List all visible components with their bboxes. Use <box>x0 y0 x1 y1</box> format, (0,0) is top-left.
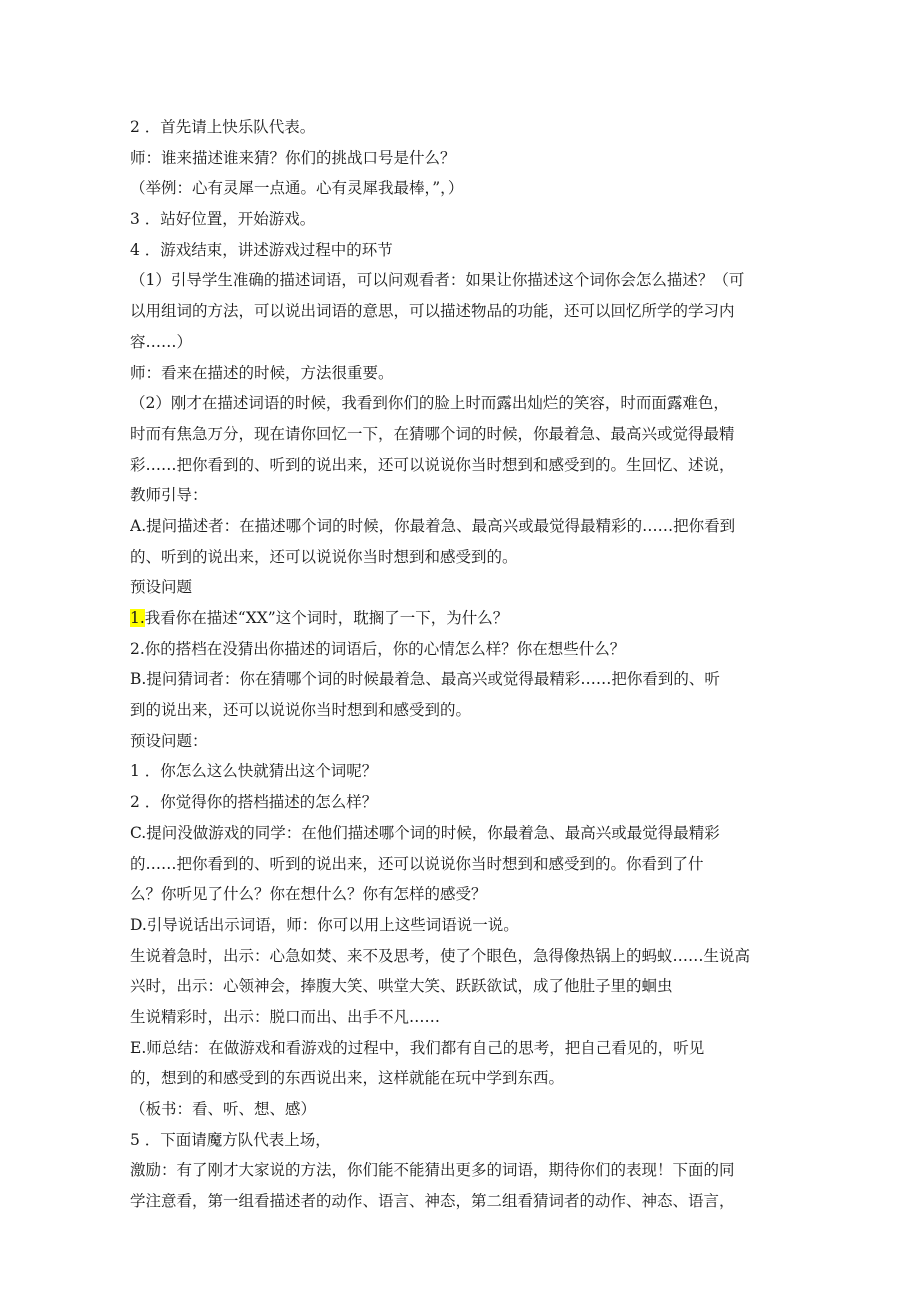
text-line-highlighted <box>130 603 790 634</box>
text-line: （2）刚才在描述词语的时候，我看到你们的脸上时而露出灿烂的笑容，时而面露难色， <box>130 394 729 413</box>
text-line: 预设问题： <box>130 731 208 750</box>
text-line: 4 ．游戏结束，讲述游戏过程中的环节 <box>130 240 393 259</box>
text-line: 容……） <box>130 332 193 351</box>
text-line: A.提问描述者：在描述哪个词的时候，你最着急、最高兴或最觉得最精彩的……把你看到 <box>130 516 736 535</box>
text-line: 激励：有了刚才大家说的方法，你们能不能猜出更多的词语，期待你们的表现！下面的同 <box>130 1161 735 1180</box>
text-line: 生说着急时，出示：心急如焚、来不及思考，使了个眼色，急得像热锅上的蚂蚁……生说高 <box>130 946 751 965</box>
text-line: 预设问题 <box>130 578 193 597</box>
text-line: 师：看来在描述的时候，方法很重要。 <box>130 363 394 382</box>
text-line: C.提问没做游戏的同学：在他们描述哪个词的时候，你最着急、最高兴或最觉得最精彩 <box>130 823 720 842</box>
text-line: E.师总结：在做游戏和看游戏的过程中，我们都有自己的思考，把自己看见的，听见 <box>130 1038 705 1057</box>
text-line: 3 ．站好位置，开始游戏。 <box>130 210 316 229</box>
text-line: 彩……把你看到的、听到的说出来，还可以说说你当时想到和感受到的。生回忆、述说， <box>130 455 735 474</box>
text-line: 5 ．下面请魔方队代表上场， <box>130 1130 331 1149</box>
text-line: 2.你的搭档在没猜出你描述的词语后，你的心情怎么样？你在想些什么？ <box>130 639 626 658</box>
text-line: （板书：看、听、想、感） <box>130 1100 317 1118</box>
text-line: 学注意看，第一组看描述者的动作、语言、神态，第二组看猜词者的动作、神态、语言， <box>130 1192 735 1211</box>
text-segment: 我看你在描述“XX”这个词时，耽搁了一下，为什么？ <box>144 609 509 627</box>
text-line: 以用组词的方法，可以说出词语的意思，可以描述物品的功能，还可以回忆所学的学习内 <box>130 302 735 321</box>
text-line: （举例：心有灵犀一点通。心有灵犀我最棒，”，） <box>130 179 464 198</box>
text-line: 师：谁来描述谁来猜？你们的挑战口号是什么？ <box>130 148 456 167</box>
document-page <box>130 112 790 1217</box>
text-line: 么？你听见了什么？你在想什么？你有怎样的感受？ <box>130 885 487 904</box>
text-line: 到的说出来，还可以说说你当时想到和感受到的。 <box>130 701 472 720</box>
text-line: B.提问猜词者：你在猜哪个词的时候最着急、最高兴或觉得最精彩……把你看到的、听 <box>130 670 720 689</box>
text-line: D.引导说话出示词语，师：你可以用上这些词语说一说。 <box>130 915 519 934</box>
text-line: 的，想到的和感受到的东西说出来，这样就能在玩中学到东西。 <box>130 1069 565 1088</box>
text-line: 1 ．你怎么这么快就猜出这个词呢？ <box>130 762 378 781</box>
text-line: 生说精彩时，出示：脱口而出、出手不凡…… <box>130 1007 441 1026</box>
text-line: 的、听到的说出来，还可以说说你当时想到和感受到的。 <box>130 547 518 566</box>
highlight-mark: 1. <box>130 609 145 627</box>
text-line: （1）引导学生准确的描述词语，可以问观看者：如果让你描述这个词你会怎么描述？（可 <box>130 271 745 290</box>
text-line: 的……把你看到的、听到的说出来，还可以说说你当时想到和感受到的。你看到了什 <box>130 854 704 873</box>
text-line: 2 ．首先请上快乐队代表。 <box>130 118 316 136</box>
text-line: 时而有焦急万分，现在请你回忆一下，在猜哪个词的时候，你最着急、最高兴或觉得最精 <box>130 424 735 443</box>
text-line: 兴时，出示：心领神会，捧腹大笑、哄堂大笑、跃跃欲试，成了他肚子里的蛔虫 <box>130 977 673 996</box>
text-line: 教师引导： <box>130 486 208 505</box>
text-line: 2 ．你觉得你的搭档描述的怎么样？ <box>130 793 378 812</box>
